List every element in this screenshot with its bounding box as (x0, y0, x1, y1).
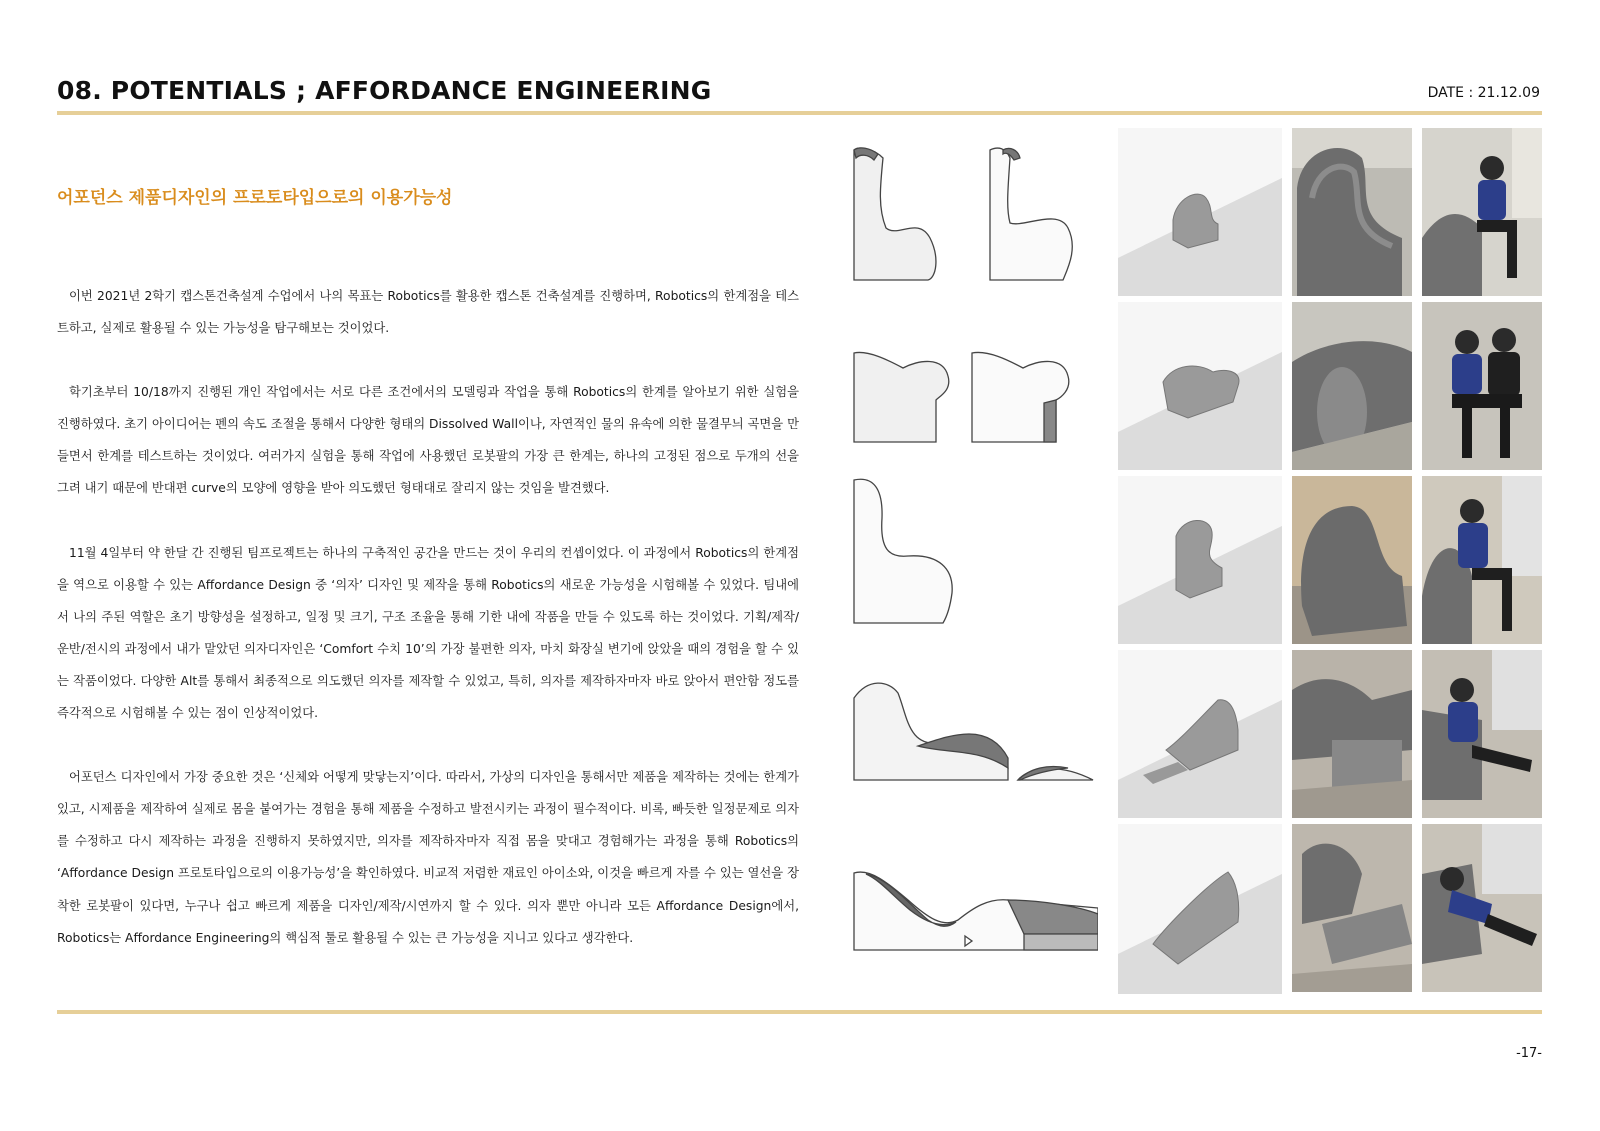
render-tile (1118, 824, 1282, 994)
paragraph: 11월 4일부터 약 한달 간 진행된 팀프로젝트는 하나의 구축적인 공간을 만드는 것이 우리의 컨셉이었다. 이 과정에서 Robotics의 한계점을 역으로 이용할 수 있는 Affordance Design 중 ‘의자’ 디자인 및 제작을 통해 Robotics의 새로운 가능성을 시험해볼 수 있었다. 팀내에서 나의 주된 역할은 초기 방향성을 설정하고, 일정 및 크기, 구조 조율을 통해 기한 내에 작품을 만들 수 있도록 하는 것이었다. 기획/제작/운반/전시의 과정에서 내가 맡았던 의자디자인은 ‘Comfort 수치 10’의 가장 불편한 의자, 마치 화장실 변기에 앉았을 때의 경험을 할 수 있는 작품이었다. 다양한 Alt를 통해서 최종적으로 의도했던 의자를 제작할 수 있었고, 특히, 의자를 제작하자마자 바로 앉아서 편안함 정도를 즉각적으로 시험해볼 수 있는 점이 인상적이었다. (57, 545, 799, 721)
chair-section-drawings (848, 128, 1098, 994)
page-title: 08. POTENTIALS ; AFFORDANCE ENGINEERING (57, 76, 712, 105)
footer-rule (57, 1010, 1542, 1014)
render-tile (1118, 650, 1282, 818)
chair-photo (1292, 302, 1412, 470)
render-tile (1118, 128, 1282, 296)
paragraph: 학기초부터 10/18까지 진행된 개인 작업에서는 서로 다른 조건에서의 모델링과 작업을 통해 Robotics의 한계를 알아보기 위한 실험을 진행하였다. 초기 아이디어는 펜의 속도 조절을 통해서 다양한 형태의 Dissolved Wall이나, 자연적인 물의 유속에 의한 물결무늬 곡면을 만들면서 한계를 테스트하는 것이었다. 여러가지 실험을 통해 작업에 사용했던 로봇팔의 가장 큰 한계는, 하나의 고정된 점으로 두개의 선을 그려 내기 때문에 반대편 curve의 모양에 영향을 받아 의도했던 형태대로 잘리지 않는 것임을 발견했다. (57, 385, 799, 496)
render-tile (1118, 302, 1282, 470)
person-photo (1422, 824, 1542, 992)
page-number: -17- (1516, 1046, 1542, 1061)
person-photo (1422, 476, 1542, 644)
section-subheading: 어포던스 제품디자인의 프로토타입으로의 이용가능성 (57, 188, 453, 208)
chair-photo (1292, 476, 1412, 644)
person-photo (1422, 650, 1542, 818)
page-date: DATE : 21.12.09 (1427, 85, 1540, 101)
paragraph: 이번 2021년 2학기 캡스톤건축설계 수업에서 나의 목표는 Robotics를 활용한 캡스톤 건축설계를 진행하며, Robotics의 한계점을 테스트하고, 실제로 활용될 수 있는 가능성을 탐구해보는 것이었다. (57, 289, 799, 336)
section-sketches (848, 128, 1098, 994)
paragraph: 어포던스 디자인에서 가장 중요한 것은 ‘신체와 어떻게 맞닿는지’이다. 따라서, 가상의 디자인을 통해서만 제품을 제작하는 것에는 한계가 있고, 시제품을 제작하여 실제로 몸을 붙여가는 경험을 통해 제품을 수정하고 발전시키는 과정이 필수적이다. 비록, 빠듯한 일정문제로 의자를 수정하고 다시 제작하는 과정을 진행하지 못하였지만, 의자를 제작하자마자 직접 몸을 맞대고 경험해가는 과정을 통해 Robotics의 ‘Affordance Design 프로토타입으로의 이용가능성’을 확인하였다. 비교적 저렴한 재료인 아이소와, 이것을 빠르게 자를 수 있는 열선을 장착한 로봇팔이 있다면, 누구나 쉽고 빠르게 제품을 디자인/제작/시연까지 할 수 있다. 의자 뿐만 아니라 모든 Affordance Design에서, Robotics는 Affordance Engineering의 핵심적 툴로 활용될 수 있는 큰 가능성을 지니고 있다고 생각한다. (57, 770, 799, 945)
header-rule (57, 111, 1542, 115)
chair-photo (1292, 128, 1412, 296)
person-photo (1422, 302, 1542, 470)
person-photo (1422, 128, 1542, 296)
chair-photo (1292, 650, 1412, 818)
render-tile (1118, 476, 1282, 644)
chair-photo (1292, 824, 1412, 992)
body-text (57, 280, 799, 986)
